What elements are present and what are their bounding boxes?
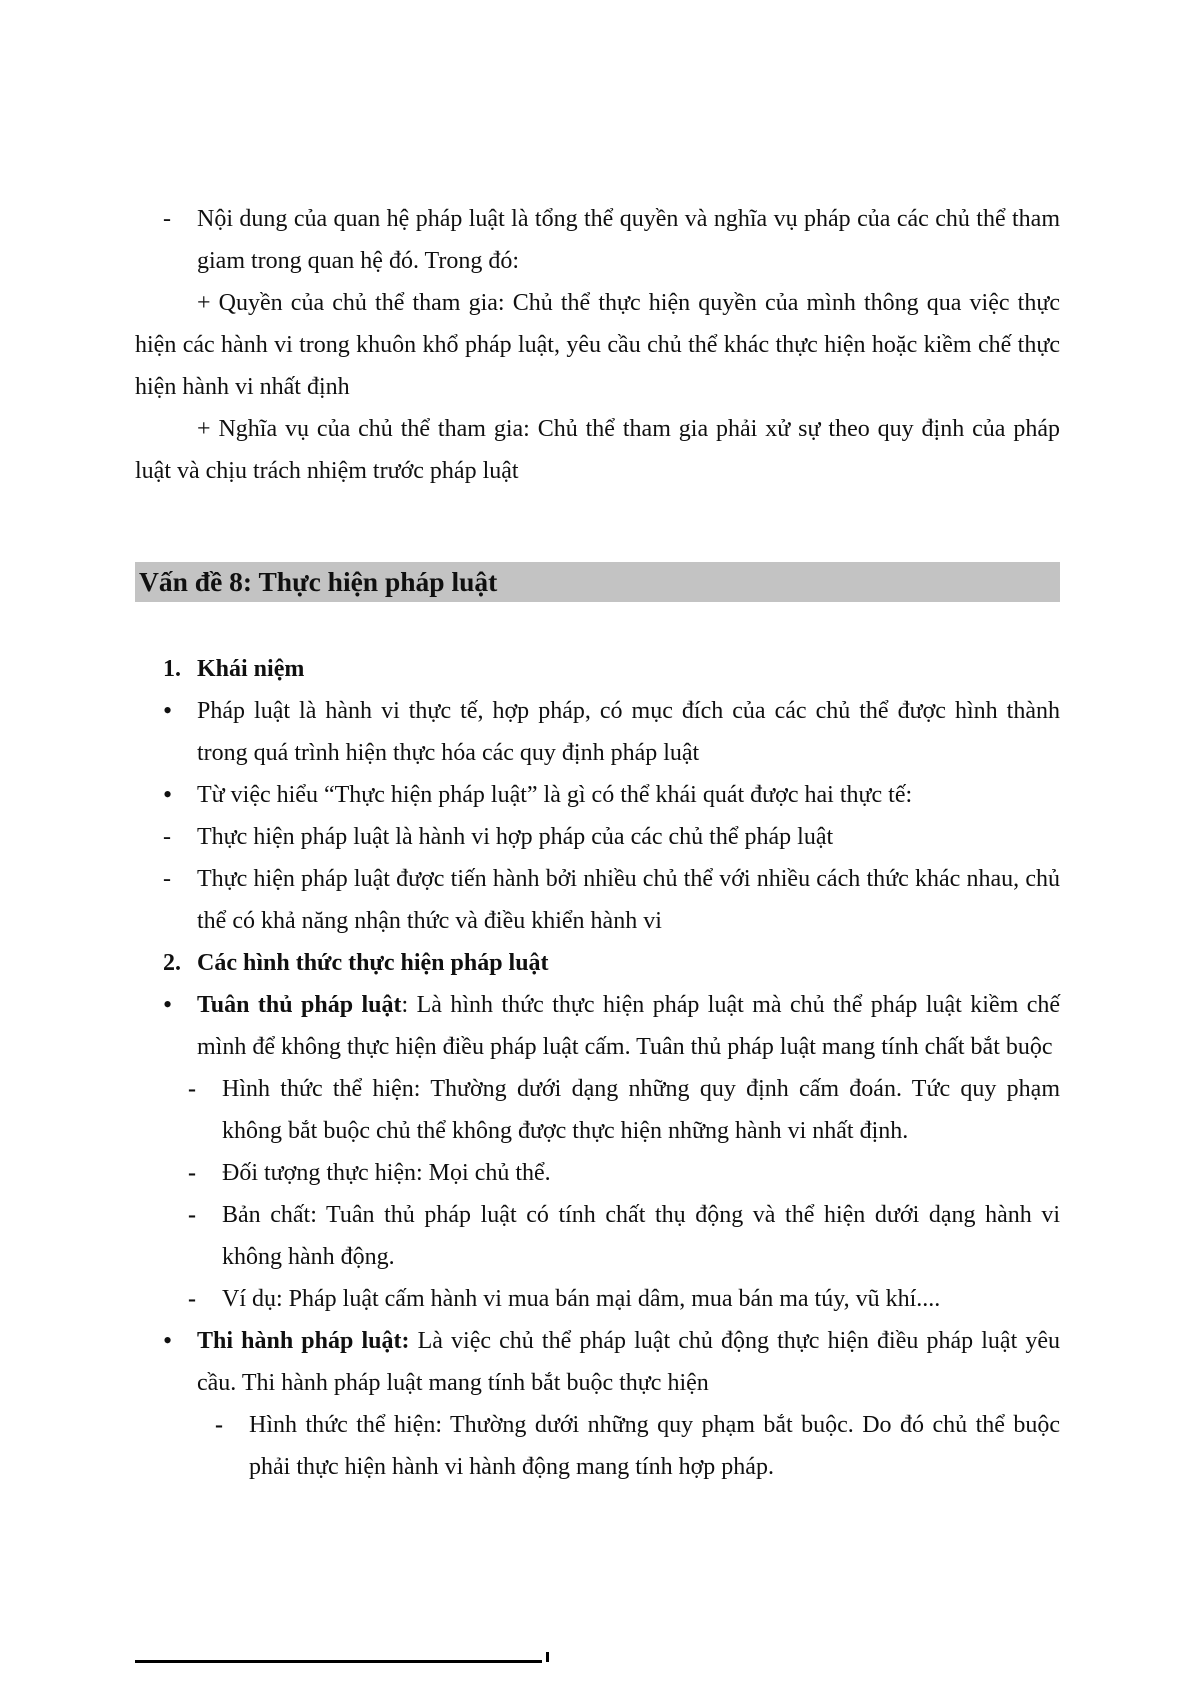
list-item-rest: Đối tượng thực hiện: Mọi chủ thể.	[222, 1160, 551, 1186]
list-item-bold: Khái niệm	[197, 656, 305, 682]
list-item	[163, 774, 1060, 816]
list-item-rest: Hình thức thể hiện: Thường dưới dạng những quy định cấm đoán. Tức quy phạm không bắt buộc chủ thể không được thực hiện những hành vi nhất định.	[222, 1076, 1060, 1144]
footer-divider-tick	[546, 1652, 549, 1662]
bullet-marker: •	[163, 990, 173, 1019]
list-item-khai-niem	[163, 648, 1060, 690]
list-item-rest: Là việc chủ thể pháp luật chủ động thực hiện điều pháp luật yêu cầu. Thi hành pháp luật mang tính bắt buộc thực hiện	[197, 1328, 1061, 1396]
intro-dash-item	[163, 198, 1060, 282]
list-item-tuan-thu	[163, 984, 1060, 1068]
list-item-rest: Thực hiện pháp luật được tiến hành bởi nhiều chủ thể với nhiều cách thức khác nhau, chủ thể có khả năng nhận thức và điều khiển hành vi	[197, 866, 1060, 934]
list-item-rest: Ví dụ: Pháp luật cấm hành vi mua bán mại dâm, mua bán ma túy, vũ khí....	[222, 1286, 941, 1312]
sub-list-item	[215, 1404, 1060, 1488]
dash-marker: -	[188, 1286, 196, 1312]
list-item-rest: Hình thức thể hiện: Thường dưới những quy phạm bắt buộc. Do đó chủ thể buộc phải thực hiện hành vi hành động mang tính hợp pháp.	[249, 1412, 1060, 1480]
bullet-marker: •	[163, 1326, 173, 1355]
dash-marker: -	[163, 866, 171, 892]
dash-marker: -	[163, 206, 171, 232]
sub-list-item	[188, 1278, 1060, 1320]
sub-list-item	[188, 1152, 1060, 1194]
sub-list-item	[188, 1194, 1060, 1278]
list-item-text	[197, 942, 1060, 984]
dash-marker: -	[188, 1076, 196, 1102]
bullet-marker: •	[163, 780, 173, 809]
dash-marker: -	[188, 1160, 196, 1186]
dash-marker: -	[163, 824, 171, 850]
list-item-text	[197, 648, 1060, 690]
list-item-text	[197, 984, 1060, 1068]
list-item-rest: : Là hình thức thực hiện pháp luật mà chủ thể pháp luật kiềm chế mình để không thực hiện điều pháp luật cấm. Tuân thủ pháp luật mang tính chất bắt buộc	[197, 992, 1060, 1060]
list-item	[163, 858, 1060, 942]
list-item-text	[197, 1320, 1060, 1404]
list-item-bold: Tuân thủ pháp luật	[197, 992, 402, 1018]
dash-marker: -	[215, 1412, 223, 1438]
list-item-text	[222, 1068, 1060, 1152]
intro-paragraph-rights: + Quyền của chủ thể tham gia: Chủ thể thực hiện quyền của mình thông qua việc thực hiện các hành vi trong khuôn khổ pháp luật, yêu cầu chủ thể khác thực hiện hoặc kiềm chế thực hiện hành vi nhất định	[135, 290, 1060, 400]
main-list	[135, 648, 1060, 1488]
footer-divider-line	[135, 1660, 542, 1663]
list-item-text	[222, 1194, 1060, 1278]
list-item-text	[222, 1152, 1060, 1194]
list-item	[163, 690, 1060, 774]
list-item	[163, 816, 1060, 858]
number-marker: 1.	[163, 656, 181, 682]
list-item-cac-hinh-thuc	[163, 942, 1060, 984]
section-heading: Vấn đề 8: Thực hiện pháp luật	[135, 562, 1060, 602]
list-item-text	[197, 816, 1060, 858]
dash-marker: -	[188, 1202, 196, 1228]
number-marker: 2.	[163, 950, 181, 976]
list-item-text	[249, 1404, 1060, 1488]
intro-dash-text: Nội dung của quan hệ pháp luật là tổng thể quyền và nghĩa vụ pháp của các chủ thể tham giam trong quan hệ đó. Trong đó:	[197, 206, 1060, 274]
list-item-rest: Bản chất: Tuân thủ pháp luật có tính chất thụ động và thể hiện dưới dạng hành vi không hành động.	[222, 1202, 1060, 1270]
list-item-bold: Các hình thức thực hiện pháp luật	[197, 950, 549, 976]
sub-list-item	[188, 1068, 1060, 1152]
list-item-bold: Thi hành pháp luật:	[197, 1328, 410, 1354]
intro-paragraph-obligations: + Nghĩa vụ của chủ thể tham gia: Chủ thể tham gia phải xử sự theo quy định của pháp luật và chịu trách nhiệm trước pháp luật	[135, 416, 1060, 484]
list-item-text	[197, 858, 1060, 942]
list-item-text	[197, 774, 1060, 816]
list-item-rest: Từ việc hiểu “Thực hiện pháp luật” là gì có thể khái quát được hai thực tế:	[197, 782, 913, 808]
list-item-thi-hanh	[163, 1320, 1060, 1404]
list-item-text	[222, 1278, 1060, 1320]
list-item-rest: Thực hiện pháp luật là hành vi hợp pháp của các chủ thể pháp luật	[197, 824, 834, 850]
bullet-marker: •	[163, 696, 173, 725]
page-content	[135, 0, 1060, 1488]
list-item-text	[197, 690, 1060, 774]
list-item-rest: Pháp luật là hành vi thực tế, hợp pháp, có mục đích của các chủ thể được hình thành trong quá trình hiện thực hóa các quy định pháp luật	[197, 698, 1060, 766]
